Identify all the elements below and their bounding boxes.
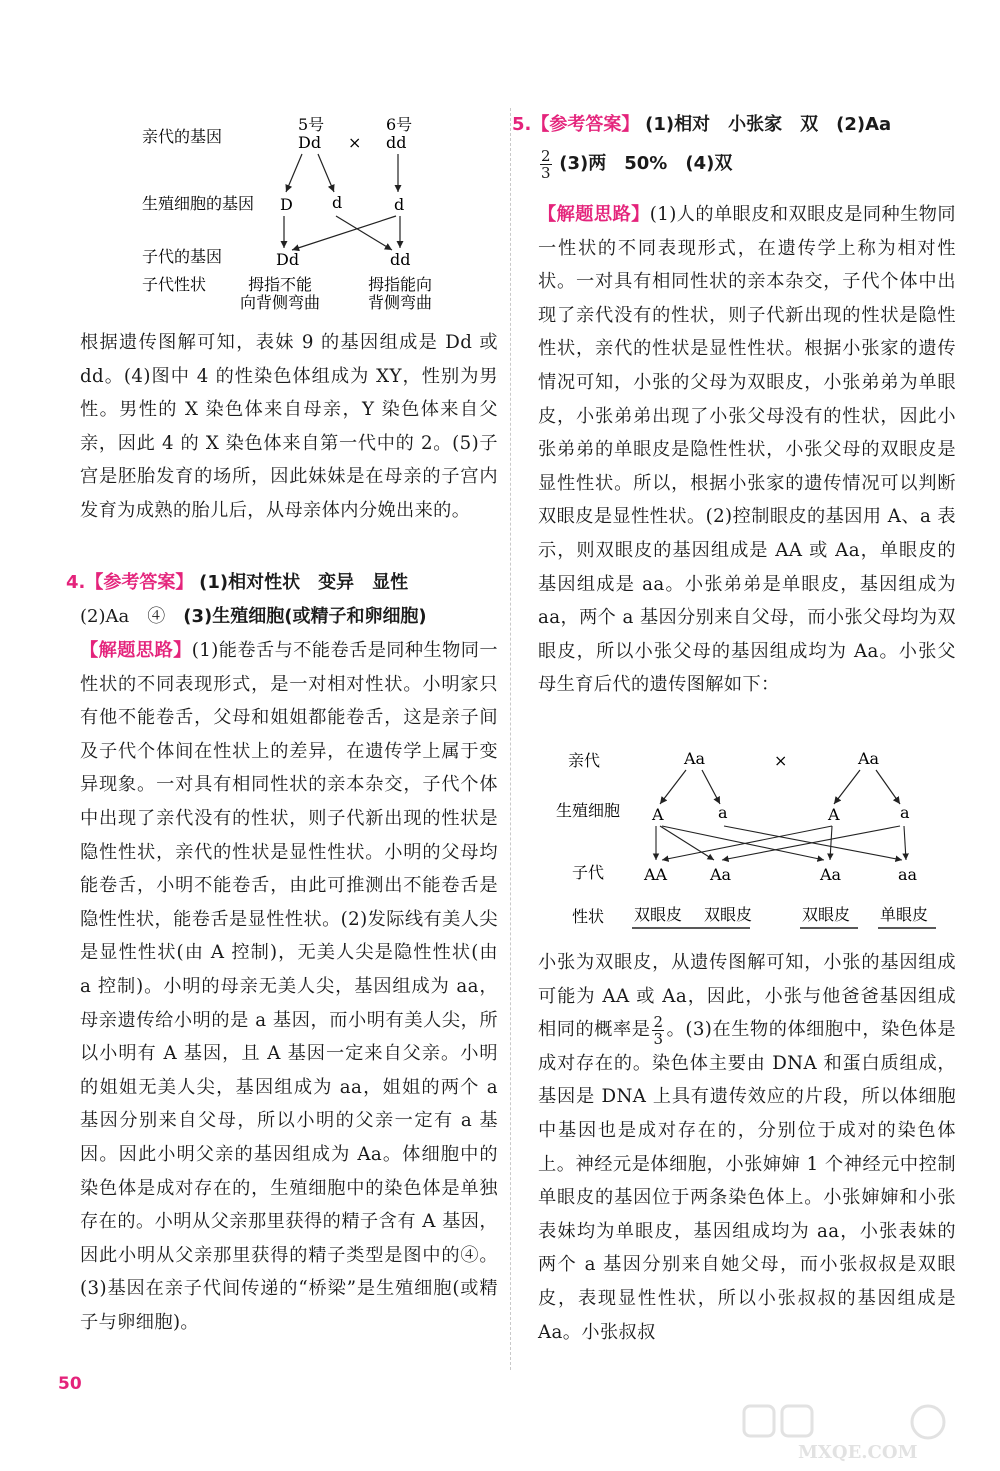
trait-4: 单眼皮 [880, 905, 929, 924]
row-gamete-label: 生殖细胞的基因 [142, 194, 255, 213]
gamete-A-2: A [828, 805, 840, 824]
row-child: 子代 [572, 863, 605, 882]
gamete-d-2: d [394, 195, 405, 214]
q4-answer-2b: (3)生殖细胞(或精子和卵细胞) [183, 606, 427, 627]
q5-answer-1: (1)相对 小张家 双 (2)Aa [645, 114, 892, 135]
gamete-d-1: d [332, 193, 343, 212]
question-5-answer [512, 108, 956, 142]
q5-solution-2 [538, 946, 956, 1349]
q4-answer-1: (1)相对性状 变异 显性 [199, 572, 409, 593]
trait2-line1: 拇指能向 [368, 275, 433, 294]
column-divider [510, 108, 511, 1370]
cross-symbol: × [348, 133, 362, 152]
parent6-label: 6号 [386, 115, 413, 134]
question-4-answer-line2 [80, 600, 498, 634]
q5-solution-text-1: (1)人的单眼皮和双眼皮是同种生物同一性状的不同表现形式，在遗传学上称为相对性状。一对具有相同性状的亲本杂交，子代个体中出现了亲代没有的性状，则子代新出现的性状是隐性性状，亲代的性状是显性性状。根据小张家的遗传情况可知，小张的父母为双眼皮，小张弟弟为单眼皮，小张弟弟出现了小张父母没有的性状，因此小张弟弟的单眼皮是隐性性状，小张父母的双眼皮是显性性状。所以，根据小张家的遗传情况可以判断双眼皮是显性性状。(2)控制眼皮的基因用 A、a 表示，则双眼皮的基因组成是 AA 或 Aa，单眼皮的基因组成是 aa。小张弟弟是单眼皮，基因组成为 aa，两个 a 基因分别来自父母，而小张父母均为双眼皮，所以小张父母的基因组成均为 Aa。小张父母生育后代的遗传图解如下： [538, 204, 957, 696]
gamete-D: D [280, 195, 293, 214]
q4-number: 4. [66, 572, 86, 593]
child-dd: dd [390, 250, 411, 269]
gamete-A-1: A [652, 805, 664, 824]
row-parent: 亲代 [568, 751, 601, 770]
q4-solution-text: (1)能卷舌与不能卷舌是同种生物同一性状的不同表现形式，是一对相对性状。小明家只有他不能卷舌，父母和姐姐都能卷舌，这是亲子间及子代个体间在性状上的差异，在遗传学上属于变异现象。一对具有相同性状的亲本杂交，子代个体中出现了亲代没有的性状，则子代新出现的性状是隐性性状，亲代的性状是显性性状。小明的父母均能卷舌，小明不能卷舌，由此可推测出不能卷舌是隐性性状，能卷舌是显性性状。(2)发际线有美人尖是显性性状(由 A 控制)，无美人尖是隐性性状(由 a 控制)。小明的母亲无美人尖，基因组成为 aa，母亲遗传给小明的是 a 基因，而小明有美人尖，所以小明有 A 基因，且 A 基因一定来自父亲。小明的姐姐无美人尖，基因组成为 aa，姐姐的两个 a 基因分别来自父母，所以小明的父亲一定有 a 基因。因此小明父亲的基因组成为 Aa。体细胞中的染色体是成对存在的，生殖细胞中的染色体是单独存在的。小明从父亲那里获得的精子含有 A 基因，因此小明从父亲那里获得的精子类型是图中的④。(3)基因在亲子代间传递的“桥梁”是生殖细胞(或精子与卵细胞)。 [80, 640, 499, 1333]
row-parent-label: 亲代的基因 [142, 127, 223, 146]
q5-solution-text-2b: 。(3)在生物的体细胞中，染色体是成对存在的。染色体主要由 DNA 和蛋白质组成，基因是 DNA 上具有遗传效应的片段，所以体细胞中基因也是成对存在的，分别位于成对的染色体上。神经元是体细胞，小张婶婶 1 个神经元中控制单眼皮的基因位于两条染色体上。小张婶婶和小张表妹均为单眼皮，基因组成均为 aa，小张表妹的两个 a 基因分别来自她父母，而小张叔叔是双眼皮，表现显性性状，所以小张叔叔的基因组成是 Aa。小张叔叔 [538, 1019, 956, 1343]
row-trait-label: 子代性状 [142, 275, 207, 294]
trait-3: 双眼皮 [802, 905, 851, 924]
child-Aa-2: Aa [820, 865, 842, 884]
row-child-label: 子代的基因 [142, 247, 223, 266]
watermark-text: MXQE.COM [798, 1442, 918, 1462]
q5-number: 5. [512, 114, 532, 135]
q5-answer-2: (3)两 50% (4)双 [559, 153, 733, 174]
row-gamete: 生殖细胞 [556, 801, 621, 820]
q4-answer-tag: 【参考答案】 [85, 572, 194, 593]
page-number: 50 [58, 1374, 82, 1394]
cross: × [774, 751, 788, 770]
q5-fraction: $\frac{2}{3}$ [541, 146, 551, 182]
trait-1: 双眼皮 [634, 905, 683, 924]
trait1-line2: 向背侧弯曲 [240, 293, 321, 312]
child-Dd: Dd [276, 250, 300, 269]
q5-answer-tag: 【参考答案】 [531, 114, 640, 135]
child-AA: AA [644, 865, 668, 884]
parent-1: Aa [684, 749, 706, 768]
question-4-answer [66, 566, 498, 600]
trait-2: 双眼皮 [704, 905, 753, 924]
trait1-line1: 拇指不能 [248, 275, 313, 294]
eyelid-heredity-diagram [538, 742, 958, 942]
parent5-gene: Dd [298, 133, 322, 152]
q5-inline-fraction: $\frac{2}{3}$ [653, 1012, 664, 1048]
q5-solution-1 [538, 198, 956, 702]
heredity-diagram-thumb [80, 112, 500, 322]
paragraph-continued: 根据遗传图解可知，表妹 9 的基因组成是 Dd 或 dd。(4)图中 4 的性染色体组成为 XY，性别为男性。男性的 X 染色体来自母亲，Y 染色体来自父亲，因此 4 的 X 染色体来自第一代中的 2。(5)子宫是胚胎发育的场所，因此妹妹是在母亲的子宫内发育为成熟的胎儿后，从母亲体内分娩出来的。 [80, 332, 498, 521]
q4-solution-tag: 【解题思路】 [80, 640, 192, 661]
child-aa: aa [898, 865, 918, 884]
watermark-logo [738, 1402, 978, 1462]
parent-2: Aa [858, 749, 880, 768]
question-5-answer-line2 [538, 144, 956, 184]
gamete-a-1: a [718, 803, 728, 822]
q4-answer-2a: (2)Aa ④ [80, 606, 184, 627]
trait2-line2: 背侧弯曲 [368, 293, 433, 312]
parent6-gene: dd [386, 133, 407, 152]
q5-solution-text-2a: 小张为双眼皮，从遗传图解可知，小张的基因组成可能为 AA 或 Aa，因此，小张与他爸爸基因组成相同的概率是 [538, 952, 956, 1041]
gamete-a-2: a [900, 803, 910, 822]
parent5-label: 5号 [298, 115, 325, 134]
q4-solution [80, 634, 498, 1339]
child-Aa-1: Aa [710, 865, 732, 884]
q5-solution-tag: 【解题思路】 [538, 204, 650, 225]
row-trait: 性状 [572, 907, 605, 926]
